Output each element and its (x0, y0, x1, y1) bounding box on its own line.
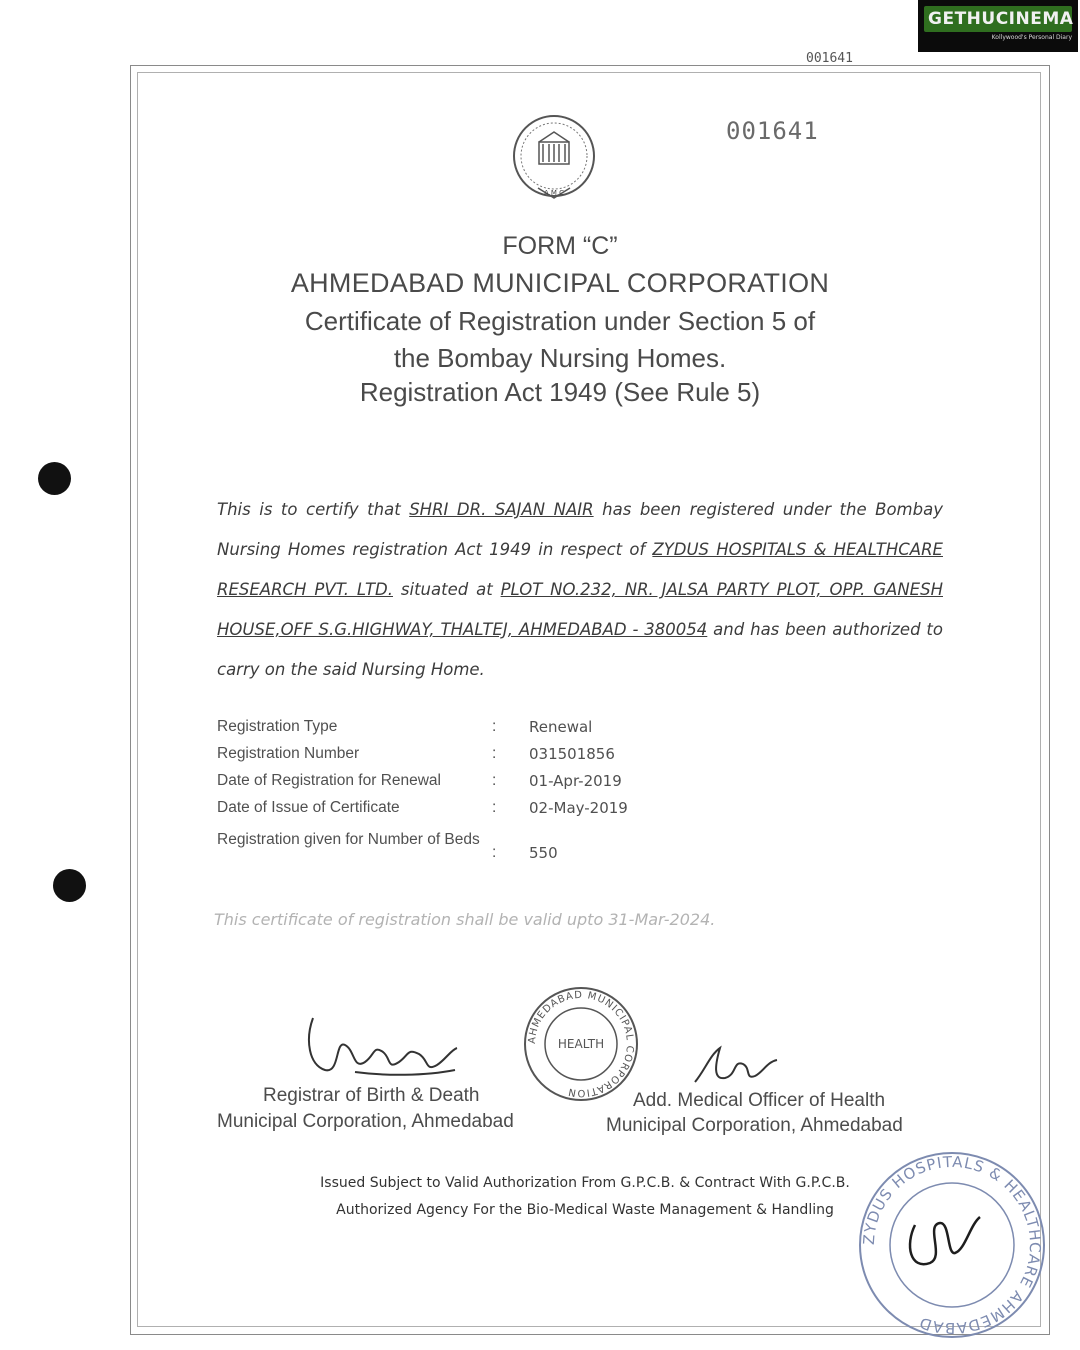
detail-value: 550 (529, 844, 558, 862)
watermark-logo (918, 0, 1078, 52)
corporation-name: AHMEDABAD MUNICIPAL CORPORATION (290, 268, 830, 298)
body-text-4: and has been authorized to carry on the said Nursing Home. (217, 620, 943, 679)
watermark-logo-subtitle: Kollywood's Personal Diary (991, 34, 1072, 41)
certification-paragraph (217, 490, 943, 690)
body-text-1: This is to certify that (217, 500, 410, 519)
detail-value: 031501856 (529, 745, 615, 763)
amc-emblem-icon (508, 112, 600, 204)
registrar-place: Municipal Corporation, Ahmedabad (217, 1111, 514, 1132)
certificate-title-line-1: Certificate of Registration under Section 5 of (304, 306, 816, 336)
medical-officer-place: Municipal Corporation, Ahmedabad (606, 1115, 903, 1136)
health-stamp-ring-text: AHMEDABAD MUNICIPAL CORPORATION (526, 989, 636, 1099)
medical-officer-title: Add. Medical Officer of Health (633, 1090, 886, 1111)
detail-label: Date of Issue of Certificate (217, 799, 400, 816)
detail-row (217, 796, 917, 820)
registrar-signature (295, 1010, 465, 1085)
detail-label: Date of Registration for Renewal (217, 772, 442, 789)
health-department-stamp (521, 984, 641, 1104)
punch-hole-top (38, 462, 71, 495)
body-text-3: situated at (392, 580, 501, 599)
registrar-title: Registrar of Birth & Death (263, 1085, 480, 1106)
detail-separator: : (492, 718, 497, 735)
body-text-2: has been registered under the Bombay Nursing Homes registration Act 1949 in respect of (217, 500, 943, 559)
watermark-logo-text: GETHUCINEMA (924, 6, 1072, 32)
zydus-hospital-stamp (855, 1145, 1050, 1340)
serial-number-top: 001641 (806, 51, 853, 66)
emblem-caption: A.M.C (543, 189, 565, 197)
form-label: FORM “C” (502, 232, 618, 260)
serial-number-inner: 001641 (726, 117, 819, 145)
detail-label: Registration Number (217, 745, 360, 762)
validity-note: This certificate of registration shall be valid upto 31-Mar-2024. (214, 910, 716, 929)
punch-hole-bottom (53, 869, 86, 902)
detail-row (217, 828, 917, 865)
detail-value: Renewal (529, 718, 593, 736)
detail-value: 01-Apr-2019 (529, 772, 622, 790)
detail-separator: : (492, 772, 497, 789)
health-stamp-center-text: HEALTH (557, 1037, 605, 1051)
detail-separator: : (492, 844, 497, 861)
detail-separator: : (492, 745, 497, 762)
medical-officer-signature (685, 1040, 785, 1090)
detail-separator: : (492, 799, 497, 816)
detail-row (217, 715, 917, 739)
institution-name: ZYDUS HOSPITALS & HEALTHCARE RESEARCH PVT. LTD. (217, 540, 943, 599)
footer-note-line-1: Issued Subject to Valid Authorization From G.P.C.B. & Contract With G.P.C.B. (320, 1175, 850, 1191)
detail-row (217, 769, 917, 793)
registration-details (217, 715, 917, 873)
detail-label: Registration Type (217, 718, 338, 735)
registrant-name: SHRI DR. SAJAN NAIR (409, 500, 594, 519)
zydus-stamp-ring-text: ZYDUS HOSPITALS & HEALTHCARE AHMEDABAD (859, 1152, 1045, 1338)
detail-label: Registration given for Number of Beds (217, 831, 480, 848)
certificate-title-line-3: Registration Act 1949 (See Rule 5) (359, 377, 761, 407)
footer-note-line-2: Authorized Agency For the Bio-Medical Waste Management & Handling (336, 1202, 834, 1218)
detail-value: 02-May-2019 (529, 799, 628, 817)
detail-row (217, 742, 917, 766)
certificate-title-line-2: the Bombay Nursing Homes. (393, 343, 727, 373)
institution-address: PLOT NO.232, NR. JALSA PARTY PLOT, OPP. GANESH HOUSE,OFF S.G.HIGHWAY, THALTEJ, AHMEDABAD - 380054 (217, 580, 943, 639)
